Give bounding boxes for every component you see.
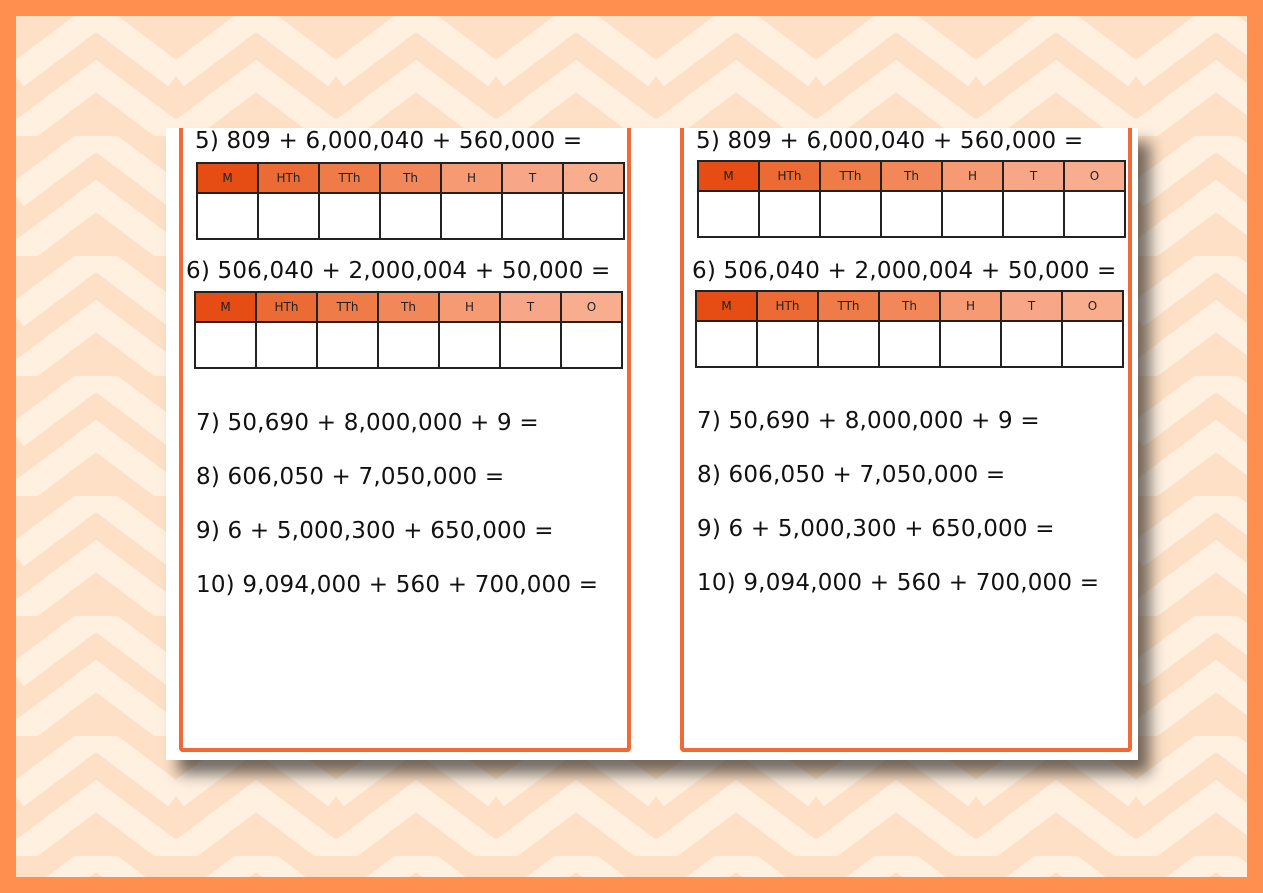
header-cell-h: H — [441, 163, 502, 193]
answer-cell — [563, 193, 624, 239]
place-value-answer-row — [696, 321, 1123, 367]
question-8: 8) 606,050 + 7,050,000 = — [697, 462, 1006, 488]
place-value-grid-q6 — [695, 290, 1124, 368]
answer-cell — [258, 193, 319, 239]
header-cell-th: Th — [879, 291, 940, 321]
answer-cell — [818, 321, 879, 367]
header-cell-t: T — [1001, 291, 1062, 321]
answer-cell — [696, 321, 757, 367]
header-cell-hth: HTh — [256, 292, 317, 322]
header-cell-m: M — [197, 163, 258, 193]
answer-cell — [759, 191, 820, 237]
answer-cell — [820, 191, 881, 237]
answer-cell — [500, 322, 561, 368]
answer-cell — [256, 322, 317, 368]
answer-cell — [441, 193, 502, 239]
header-cell-hth: HTh — [759, 161, 820, 191]
place-value-header-row — [197, 163, 624, 193]
answer-cell — [378, 322, 439, 368]
answer-cell — [1003, 191, 1064, 237]
question-7: 7) 50,690 + 8,000,000 + 9 = — [196, 410, 539, 436]
header-cell-tth: TTh — [818, 291, 879, 321]
place-value-answer-row — [197, 193, 624, 239]
question-5: 5) 809 + 6,000,040 + 560,000 = — [195, 128, 583, 154]
header-cell-m: M — [696, 291, 757, 321]
answer-cell — [1001, 321, 1062, 367]
answer-cell — [757, 321, 818, 367]
place-value-header-row — [696, 291, 1123, 321]
worksheet-card-left — [179, 128, 631, 752]
answer-cell — [319, 193, 380, 239]
answer-cell — [195, 322, 256, 368]
question-9: 9) 6 + 5,000,300 + 650,000 = — [196, 518, 554, 544]
place-value-answer-row — [698, 191, 1125, 237]
question-7: 7) 50,690 + 8,000,000 + 9 = — [697, 408, 1040, 434]
answer-cell — [439, 322, 500, 368]
answer-cell — [698, 191, 759, 237]
header-cell-h: H — [940, 291, 1001, 321]
answer-cell — [502, 193, 563, 239]
worksheet-card-right — [680, 128, 1132, 752]
question-8: 8) 606,050 + 7,050,000 = — [196, 464, 505, 490]
answer-cell — [1062, 321, 1123, 367]
place-value-grid-q6 — [194, 291, 623, 369]
question-5: 5) 809 + 6,000,040 + 560,000 = — [696, 128, 1084, 154]
question-6: 6) 506,040 + 2,000,004 + 50,000 = — [692, 258, 1117, 284]
answer-cell — [942, 191, 1003, 237]
answer-cell — [561, 322, 622, 368]
header-cell-o: O — [561, 292, 622, 322]
background-frame — [16, 16, 1247, 877]
header-cell-h: H — [942, 161, 1003, 191]
place-value-answer-row — [195, 322, 622, 368]
header-cell-th: Th — [380, 163, 441, 193]
answer-cell — [317, 322, 378, 368]
header-cell-o: O — [563, 163, 624, 193]
worksheet-preview — [166, 128, 1138, 760]
place-value-grid-q5 — [697, 160, 1126, 238]
header-cell-m: M — [195, 292, 256, 322]
place-value-header-row — [195, 292, 622, 322]
place-value-grid-q5 — [196, 162, 625, 240]
question-9: 9) 6 + 5,000,300 + 650,000 = — [697, 516, 1055, 542]
question-6: 6) 506,040 + 2,000,004 + 50,000 = — [186, 258, 611, 284]
answer-cell — [881, 191, 942, 237]
header-cell-t: T — [502, 163, 563, 193]
header-cell-o: O — [1064, 161, 1125, 191]
answer-cell — [1064, 191, 1125, 237]
question-10: 10) 9,094,000 + 560 + 700,000 = — [196, 572, 599, 598]
header-cell-t: T — [1003, 161, 1064, 191]
header-cell-th: Th — [378, 292, 439, 322]
answer-cell — [879, 321, 940, 367]
answer-cell — [197, 193, 258, 239]
header-cell-tth: TTh — [319, 163, 380, 193]
header-cell-t: T — [500, 292, 561, 322]
header-cell-hth: HTh — [757, 291, 818, 321]
header-cell-th: Th — [881, 161, 942, 191]
header-cell-o: O — [1062, 291, 1123, 321]
answer-cell — [380, 193, 441, 239]
header-cell-h: H — [439, 292, 500, 322]
header-cell-tth: TTh — [317, 292, 378, 322]
header-cell-tth: TTh — [820, 161, 881, 191]
header-cell-m: M — [698, 161, 759, 191]
header-cell-hth: HTh — [258, 163, 319, 193]
place-value-header-row — [698, 161, 1125, 191]
question-10: 10) 9,094,000 + 560 + 700,000 = — [697, 570, 1100, 596]
answer-cell — [940, 321, 1001, 367]
